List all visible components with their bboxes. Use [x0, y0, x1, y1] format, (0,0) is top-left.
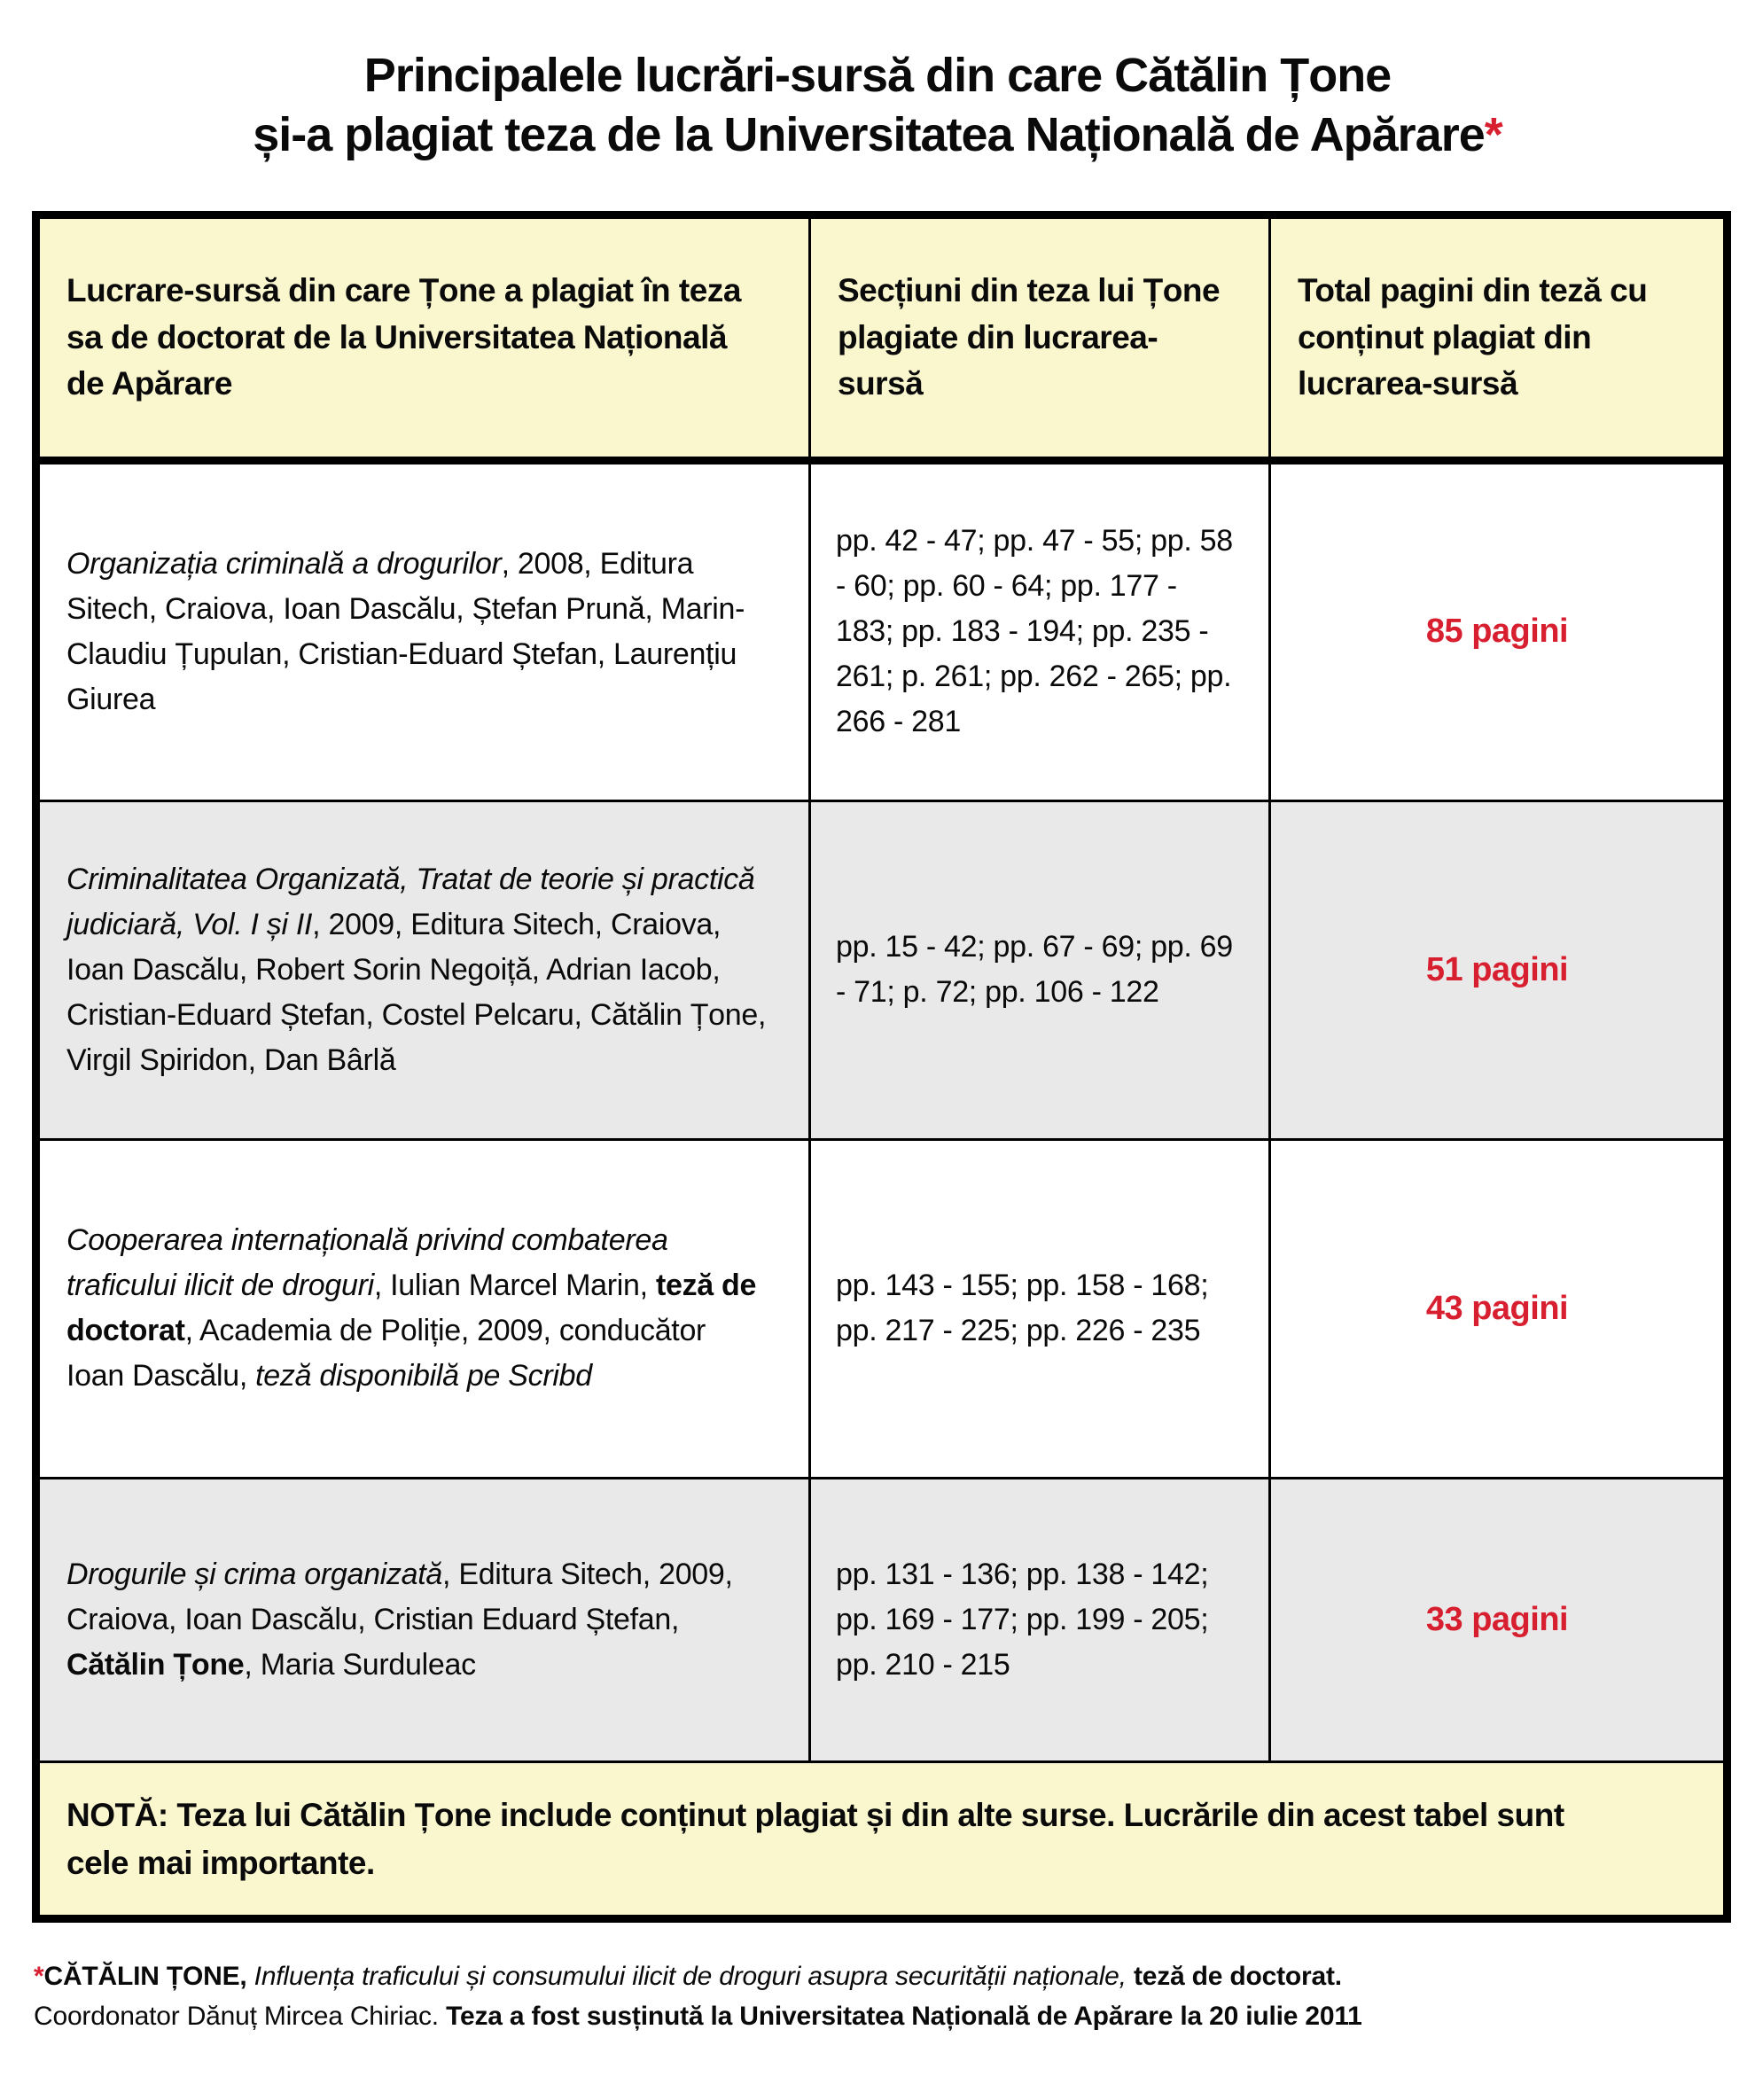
source-work-cell: Drogurile și crima organizată, Editura Sitech, 2009, Craiova, Ioan Dascălu, Cristian Eduard Ștefan, Cătălin Țone, Maria Surduleac: [36, 1478, 810, 1761]
sections-cell: pp. 42 - 47; pp. 47 - 55; pp. 58 - 60; pp. 60 - 64; pp. 177 - 183; pp. 183 - 194; pp. 235 - 261; p. 261; pp. 262 - 265; pp. 266 - 281: [810, 460, 1270, 800]
table-row-1: [36, 460, 1728, 800]
header-cell-plagiarized-sections: Secțiuni din teza lui Țone plagiate din lucrarea-sursă: [810, 215, 1270, 460]
total-pages-cell: 51 pagini: [1270, 800, 1728, 1139]
total-pages-cell: 43 pagini: [1270, 1139, 1728, 1478]
title-footnote-asterisk: *: [1484, 107, 1502, 161]
sections-cell: pp. 131 - 136; pp. 138 - 142; pp. 169 - 177; pp. 199 - 205; pp. 210 - 215: [810, 1478, 1270, 1761]
footnote-line-2: Coordonator Dănuț Mircea Chiriac. Teza a fost susținută la Universitatea Națională de Apărare la 20 iulie 2011: [34, 2002, 1362, 2032]
note-cell: NOTĂ: Teza lui Cătălin Țone include conținut plagiat și din alte surse. Lucrările din acest tabel sunt cele mai importante.: [36, 1761, 1728, 1918]
header-cell-total-pages: Total pagini din teză cu conținut plagiat din lucrarea-sursă: [1270, 215, 1728, 460]
table-row-3: [36, 1139, 1728, 1478]
page-title-line-2: și-a plagiat teza de la Universitatea Națională de Apărare: [253, 107, 1485, 161]
footnote-line-1: *CĂTĂLIN ȚONE, Influența traficului și consumului ilicit de droguri asupra securității naționale, teză de doctorat.: [34, 1962, 1342, 1992]
table-row-4: [36, 1478, 1728, 1761]
total-pages-cell: 33 pagini: [1270, 1478, 1728, 1761]
total-pages-cell: 85 pagini: [1270, 460, 1728, 800]
sections-cell: pp. 143 - 155; pp. 158 - 168; pp. 217 - 225; pp. 226 - 235: [810, 1139, 1270, 1478]
source-work-cell: Cooperarea internațională privind combaterea traficului ilicit de droguri, Iulian Marcel Marin, teză de doctorat, Academia de Poliție, 2009, conducător Ioan Dascălu, teză disponibilă pe Scribd: [36, 1139, 810, 1478]
table-header-row: [36, 215, 1728, 460]
page-title-line-1: Principalele lucrări-sursă din care Cătălin Țone: [363, 49, 1392, 102]
plagiarism-sources-table: [32, 211, 1731, 1923]
table-row-2: [36, 800, 1728, 1139]
footnote: [34, 1956, 1720, 2036]
sections-cell: pp. 15 - 42; pp. 67 - 69; pp. 69 - 71; p. 72; pp. 106 - 122: [810, 800, 1270, 1139]
source-work-cell: Criminalitatea Organizată, Tratat de teorie și practică judiciară, Vol. I și II, 2009, Editura Sitech, Craiova, Ioan Dascălu, Robert Sorin Negoiță, Adrian Iacob, Cristian-Eduard Ștefan, Costel Pelcaru, Cătălin Țone, Virgil Spiridon, Dan Bârlă: [36, 800, 810, 1139]
source-work-cell: Organizația criminală a drogurilor, 2008, Editura Sitech, Craiova, Ioan Dascălu, Ștefan Prună, Marin-Claudiu Țupulan, Cristian-Eduard Ștefan, Laurențiu Giurea: [36, 460, 810, 800]
note-row: [36, 1761, 1728, 1918]
page-title: [53, 46, 1702, 165]
header-cell-source-work: Lucrare-sursă din care Țone a plagiat în teza sa de doctorat de la Universitatea Națională de Apărare: [36, 215, 810, 460]
infographic-root: [0, 46, 1755, 2036]
